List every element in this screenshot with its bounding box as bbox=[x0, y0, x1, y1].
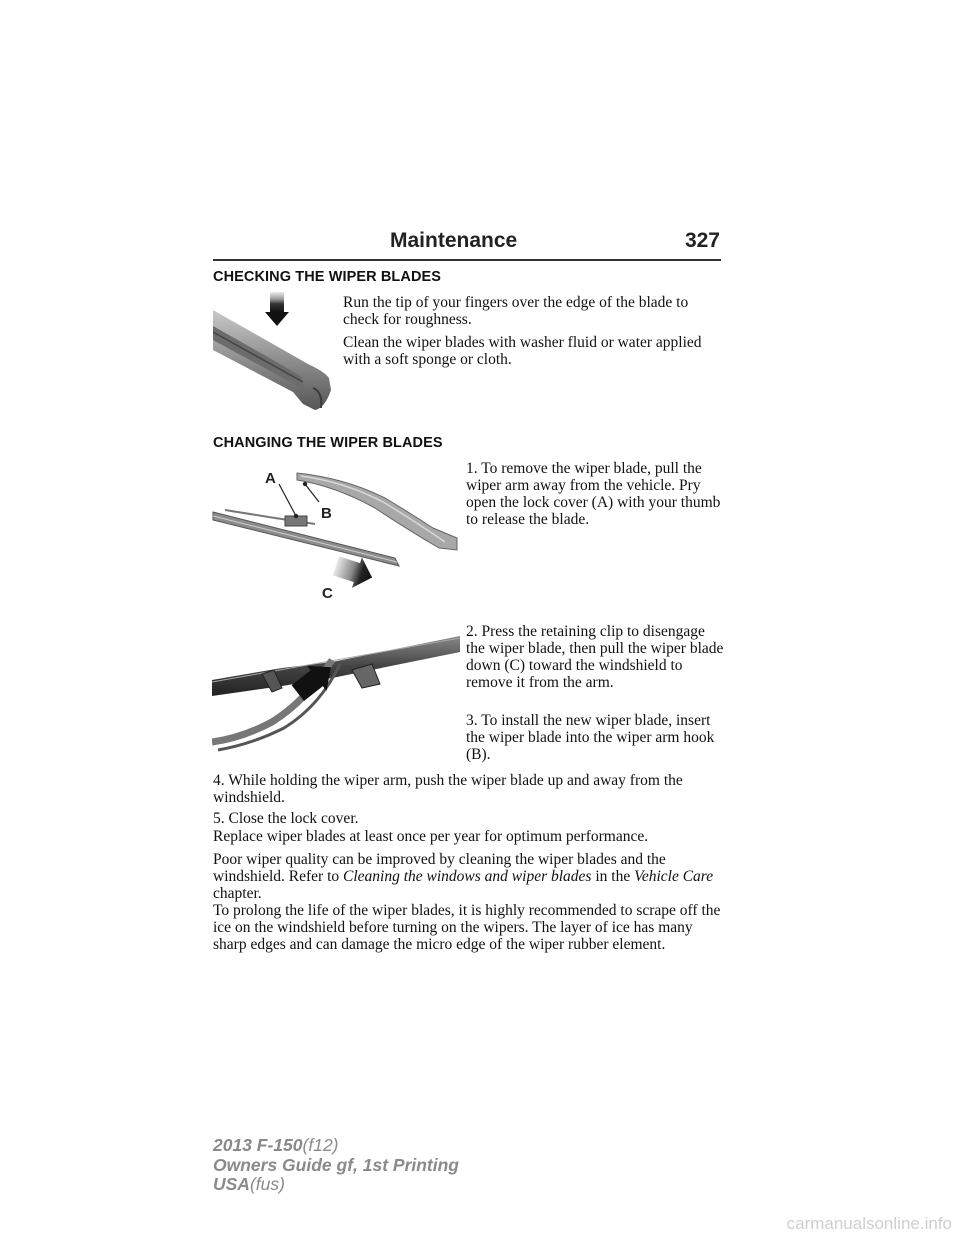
poor-quality-text-mid: in the bbox=[591, 868, 635, 885]
footer-line-3 bbox=[213, 1175, 459, 1195]
replace-paragraph: Replace wiper blades at least once per year for optimum performance. bbox=[213, 828, 649, 845]
section-heading-changing: CHANGING THE WIPER BLADES bbox=[213, 435, 443, 451]
label-b: B bbox=[321, 505, 332, 522]
step-1-text: 1. To remove the wiper blade, pull the wiper arm away from the vehicle. Pry open the lock cover (A) with your thumb to release the blade. bbox=[466, 460, 721, 528]
check-paragraph-2: Clean the wiper blades with washer fluid or water applied with a soft sponge or cloth. bbox=[343, 334, 702, 368]
page-section-title: Maintenance bbox=[390, 229, 518, 252]
footer-model: 2013 F-150 bbox=[213, 1135, 303, 1155]
cross-reference-cleaning: Cleaning the windows and wiper blades bbox=[343, 868, 592, 885]
wiper-removal-illustration bbox=[205, 458, 465, 608]
poor-quality-text-end: chapter. bbox=[213, 885, 262, 902]
header-divider bbox=[213, 259, 721, 261]
poor-quality-paragraph bbox=[213, 851, 725, 902]
wiper-blade-edge-illustration bbox=[213, 292, 343, 414]
step-5-text: 5. Close the lock cover. bbox=[213, 810, 359, 827]
watermark-text: carmanualsonline.info bbox=[786, 1214, 952, 1233]
check-paragraph-1: Run the tip of your fingers over the edge of the blade to check for roughness. bbox=[343, 294, 689, 328]
footer-print-info bbox=[213, 1136, 459, 1195]
footer-market: USA bbox=[213, 1174, 250, 1194]
footer-market-code: (fus) bbox=[249, 1174, 285, 1194]
cross-reference-vehicle-care: Vehicle Care bbox=[634, 868, 714, 885]
footer-model-code: (f12) bbox=[302, 1135, 339, 1155]
page-number: 327 bbox=[684, 229, 720, 252]
poor-quality-text-start: Poor wiper quality can be improved by cleaning the wiper blades and the windshield. Refer to bbox=[213, 851, 666, 885]
prolong-paragraph: To prolong the life of the wiper blades, it is highly recommended to scrape off the ice on the windshield before turning on the wipers. The layer of ice has many sharp edges and can damage the micro edge of the wiper rubber element. bbox=[213, 902, 721, 953]
footer-guide: Owners Guide gf, 1st Printing bbox=[213, 1154, 459, 1175]
label-c: C bbox=[322, 585, 333, 602]
step-2-text: 2. Press the retaining clip to disengage the wiper blade, then pull the wiper blade down (C) toward the windshield to remove it from the arm. bbox=[466, 623, 724, 691]
footer-line-1 bbox=[213, 1136, 459, 1156]
step-3-text: 3. To install the new wiper blade, insert the wiper blade into the wiper arm hook (B). bbox=[466, 712, 715, 763]
step-4-text: 4. While holding the wiper arm, push the wiper blade up and away from the windshield. bbox=[213, 772, 683, 806]
retaining-clip-illustration bbox=[212, 630, 460, 755]
label-a: A bbox=[265, 470, 276, 487]
section-heading-checking: CHECKING THE WIPER BLADES bbox=[213, 269, 442, 285]
